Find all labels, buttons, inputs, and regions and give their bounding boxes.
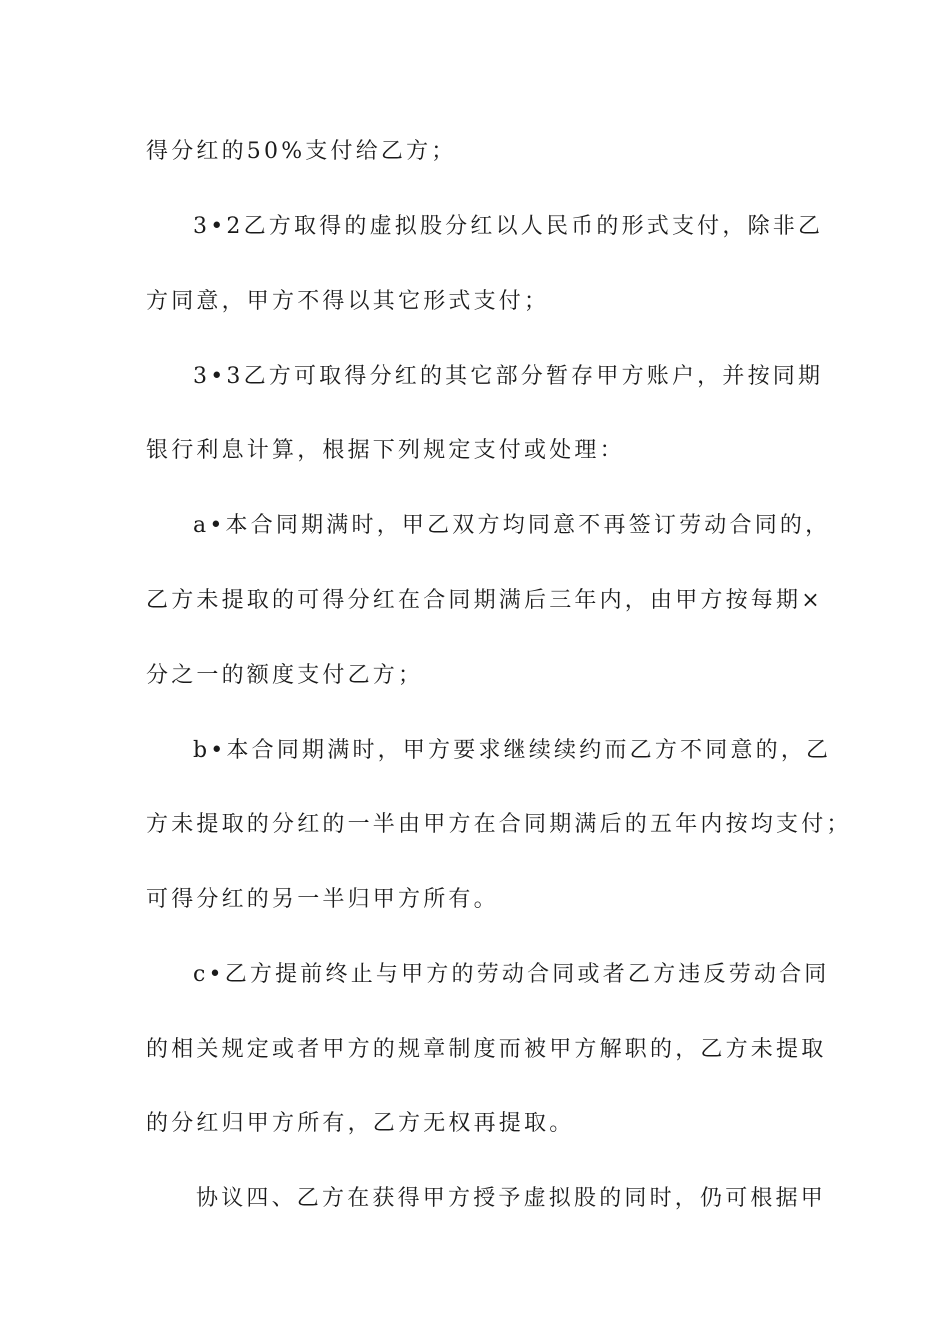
text-line: 方同意，甲方不得以其它形式支付；: [146, 289, 550, 314]
clause-c-text: c•乙方提前终止与甲方的劳动合同或者乙方违反劳动合同: [193, 962, 830, 987]
text-line: 方未提取的分红的一半由甲方在合同期满后的五年内按均支付；: [146, 812, 852, 837]
text-line: 乙方未提取的可得分红在合同期满后三年内，由甲方按每期×: [146, 588, 823, 613]
agreement-4-text: 协议四、乙方在获得甲方授予虚拟股的同时，仍可根据甲: [196, 1186, 827, 1211]
clause-3-2-text: 3•2乙方取得的虚拟股分红以人民币的形式支付，除非乙: [193, 214, 824, 239]
text-line: 的相关规定或者甲方的规章制度而被甲方解职的，乙方未提取: [146, 1037, 827, 1062]
text-line: 的分红归甲方所有，乙方无权再提取。: [146, 1111, 575, 1136]
text-line: 得分红的50%支付给乙方；: [146, 139, 457, 164]
clause-3-3-text: 3•3乙方可取得分红的其它部分暂存甲方账户，并按同期: [193, 364, 824, 389]
text-line: 分之一的额度支付乙方；: [146, 663, 424, 688]
clause-b-text: b•本合同期满时，甲方要求继续续约而乙方不同意的，乙: [193, 738, 832, 763]
text-line: 银行利息计算，根据下列规定支付或处理：: [146, 438, 625, 463]
text-line: 可得分红的另一半归甲方所有。: [146, 887, 499, 912]
clause-a-text: a•本合同期满时，甲乙双方均同意不再签订劳动合同的，: [193, 513, 831, 538]
